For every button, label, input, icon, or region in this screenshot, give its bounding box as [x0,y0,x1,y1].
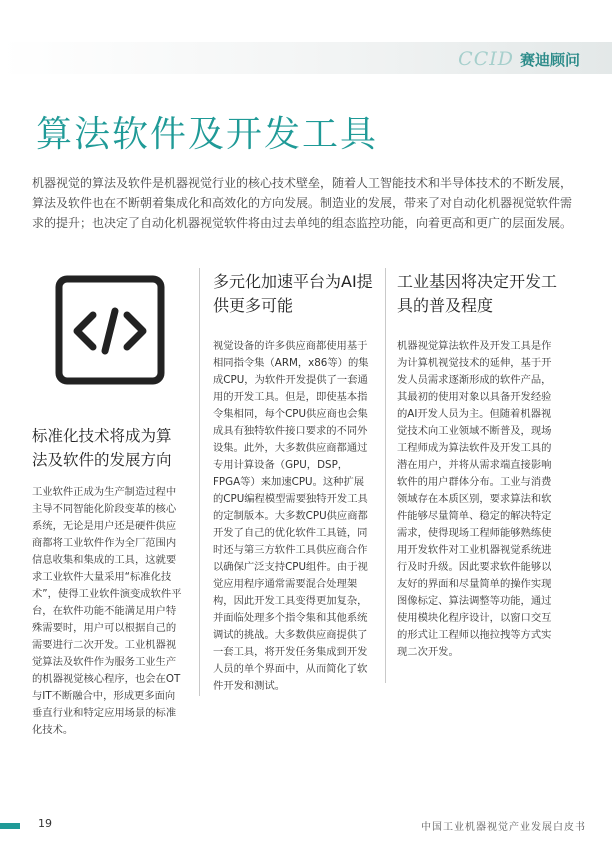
column-divider [199,268,200,696]
page-title: 算法软件及开发工具 [36,114,379,155]
ccid-logo [458,48,580,70]
column-body: 工业软件正成为生产制造过程中主导不同智能化阶段变革的核心系统，无论是用户还是硬件供应商都将工业软件作为全厂范围内信息收集和集成的工具，这就要求工业软件大量采用“标准化技术”，使得工业软件演变成软件平台，在软件功能不能满足用户特殊需要时，用户可以根据自己的需要进行二次开发。工业机器视觉算法及软件作为服务工业生产的机器视觉核心程序，也会在OT与IT不断融合中，形成更多面向垂直行业和特定应用场景的标准化技术。 [32,486,182,736]
column-heading: 多元化加速平台为AI提供更多可能 [213,272,373,315]
code-icon [55,275,165,385]
column-industrial-gene [397,270,557,661]
column-divider [385,268,386,683]
footer-accent-bar [0,823,20,829]
column-acceleration [213,270,373,695]
footer-doc-title: 中国工业机器视觉产业发展白皮书 [421,822,586,833]
intro-paragraph: 机器视觉的算法及软件是机器视觉行业的核心技术壁垒，随着人工智能技术和半导体技术的不断发展，算法及软件也在不断朝着集成化和高效化的方向发展。制造业的发展，带来了对自动化机器视觉软件需求的提升；也决定了自动化机器视觉软件将由过去单纯的组态监控功能，向着更高和更广的层面发展。 [32,176,573,230]
logo-mark: CCID [458,48,514,70]
logo-text: 赛迪顾问 [519,50,580,69]
column-standardization [32,424,182,739]
page-number: 19 [38,817,52,830]
column-heading: 工业基因将决定开发工具的普及程度 [397,272,558,315]
column-body: 机器视觉算法软件及开发工具是作为计算机视觉技术的延伸，基于开发人员需求逐渐形成的软件产品，其最初的使用对象以具备开发经验的AI开发人员为主。但随着机器视觉技术向工业领域不断普及，现场工程师成为算法软件及开发工具的潜在用户，并将从需求端直接影响软件的用户群体分布。工业与消费领域存在本质区别，要求算法和软件能够尽量简单、稳定的解决特定需求，使得现场工程师能够熟练使用开发软件对工业机器视觉系统进行及时升级。因此要求软件能够以友好的界面和尽量简单的操作实现图像标定、算法调整等功能，通过使用模块化程序设计，以窗口交互的形式让工程师以拖拉拽等方式实现二次开发。 [397,340,552,658]
column-heading: 标准化技术将成为算法及软件的发展方向 [32,427,172,469]
column-body: 视觉设备的许多供应商都使用基于相同指令集（ARM，x86等）的集成CPU，为软件开发提供了一套通用的开发工具。但是，即使基本指令集相同，每个CPU供应商也会集成具有独特软件接口要求的不同外设集。此外，大多数供应商都通过专用计算设备（GPU，DSP，FPGA等）来加速CPU。这种扩展的CPU编程模型需要独特开发工具的定制版本。大多数CPU供应商都开发了自己的优化软件工具链，同时还与第三方软件工具供应商合作以确保广泛支持CPU组件。由于视觉应用程序通常需要混合处理架构，因此开发工具变得更加复杂，并面临处理多个指令集和其他系统调试的挑战。大多数供应商提供了一套工具，将开发任务集成到开发人员的单个界面中，从而简化了软件开发和测试。 [213,340,369,692]
